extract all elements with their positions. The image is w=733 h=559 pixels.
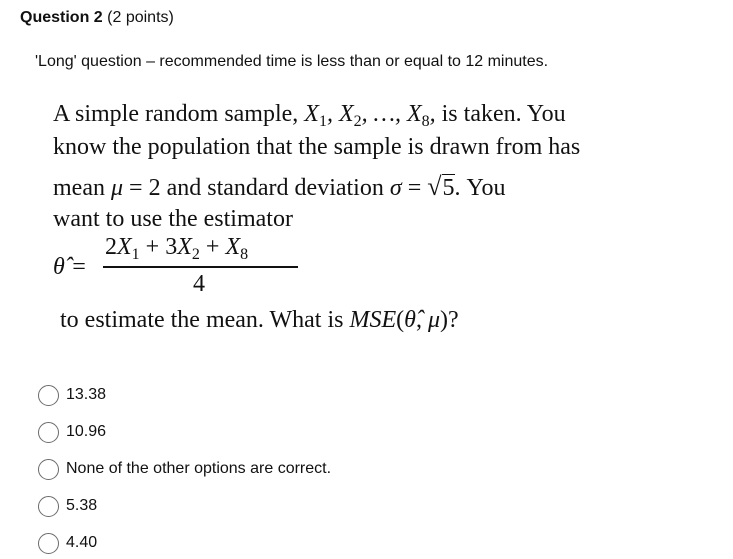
option-label: 4.40	[66, 534, 98, 551]
body-text: ?	[447, 307, 459, 333]
formula-numerator: $2X_1 + 3X_2 + X_8$	[105, 234, 249, 263]
body-line-3: mean μ = 2 and standard deviation σ = √5. You	[53, 170, 505, 205]
radio-button[interactable]	[38, 422, 59, 443]
math-mse: MSE	[349, 307, 397, 333]
question-header	[20, 9, 174, 27]
body-line-2: know the population that the sample is drawn from has	[53, 134, 581, 160]
option-label: 5.38	[66, 497, 98, 514]
body-line-1	[53, 98, 566, 131]
option-label: 10.96	[66, 423, 107, 440]
math-mu: μ	[110, 175, 124, 201]
body-text: mean	[53, 175, 111, 201]
math-sqrt: √5	[427, 172, 455, 201]
body-text: A simple random sample,	[53, 101, 305, 127]
question-title: Question 2	[20, 9, 103, 26]
radio-button[interactable]	[38, 533, 59, 554]
body-line-4: want to use the estimator	[53, 206, 293, 232]
radio-button[interactable]	[38, 496, 59, 517]
theta-hat-equals: θ̂ =	[53, 254, 87, 280]
math-sample: $X_1$, $X_2$, …, $X_8$,	[304, 101, 436, 130]
radio-button[interactable]	[38, 385, 59, 406]
estimator-formula	[53, 231, 313, 303]
body-line-5: to estimate the mean. What is MSE(θ̂, μ)?	[60, 307, 459, 333]
option-label: None of the other options are correct.	[66, 460, 332, 477]
body-text: and standard deviation	[160, 175, 390, 201]
question-subtitle: 'Long' question – recommended time is less than or equal to 12 minutes.	[35, 53, 549, 70]
question-points: (2 points)	[107, 9, 174, 26]
radio-button[interactable]	[38, 459, 59, 480]
body-text: to estimate the mean. What is	[60, 307, 350, 333]
body-text: is taken. You	[435, 101, 566, 127]
formula-denominator: 4	[193, 271, 205, 297]
body-text: . You	[454, 175, 506, 201]
math-sigma: σ	[389, 175, 402, 201]
option-label: 13.38	[66, 386, 107, 403]
